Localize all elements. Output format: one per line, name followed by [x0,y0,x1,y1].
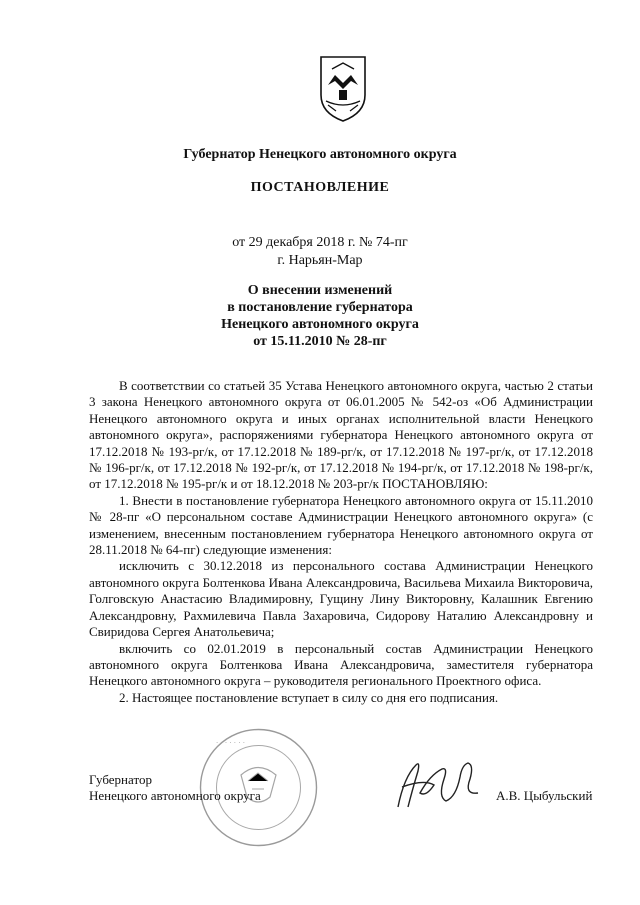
position-line: Губернатор [89,772,152,787]
body-paragraph: включить со 02.01.2019 в персональный состав Администрации Ненецкого автономного округа Болтенкова Ивана Александровича, заместителя губернатора Ненецкого автономного округа – руководителя регионального Проектного офиса. [89,640,593,689]
document-subject [0,282,640,350]
body-paragraph: исключить с 30.12.2018 из персонального состава Администрации Ненецкого автономного округа Болтенкова Ивана Александровича, Васильева Михаила Викторовича, Голговскую Анастасию Владимировну, Гущину Лину Викторовну, Калашник Евгению Александровну, Рахмилевича Павла Захаровича, Сидорову Наталию Александровну и Свиридова Сергея Анатольевича; [89,558,593,640]
body-paragraph: 2. Настоящее постановление вступает в силу со дня его подписания. [119,689,499,705]
coat-of-arms-icon [318,55,368,123]
handwritten-signature [390,757,490,812]
body-paragraph: 1. Внести в постановление губернатора Ненецкого автономного округа от 15.11.2010 № 28-пг «О персональном составе Администрации Ненецкого автономного округа» (с изменением, внесенным постановлением губернатора Ненецкого автономного округа от 28.11.2018 № 64-пг) следующие изменения: [89,492,593,558]
signatory-position [89,772,261,804]
issuer-title: Губернатор Ненецкого автономного округа [183,147,457,162]
document-type: ПОСТАНОВЛЕНИЕ [250,180,390,195]
svg-text:· · · · · · ·: · · · · · · · [216,739,245,747]
document-date-number: от 29 декабря 2018 г. № 74-пг [232,235,408,250]
position-line: Ненецкого автономного округа [89,788,261,803]
subject-line: в постановление губернатора [227,300,413,315]
subject-line: от 15.11.2010 № 28-пг [253,334,387,349]
subject-line: О внесении изменений [247,283,393,298]
body-paragraph: В соответствии со статьей 35 Устава Ненецкого автономного округа, частью 2 статьи 3 закона Ненецкого автономного округа от 06.01.2005 № 542-оз «Об Администрации Ненецкого автономного округа и иных органах исполнительной власти Ненецкого автономного округа», распоряжениями губернатора Ненецкого автономного округа от 17.12.2018 № 193-рг/к, от 17.12.2018 № 189-рг/к, от 17.12.2018 № 197-рг/к, от 17.12.2018 № 196-рг/к, от 17.12.2018 № 192-рг/к, от 17.12.2018 № 194-рг/к, от 17.12.2018 № 198-рг/к, от 17.12.2018 № 195-рг/к и от 18.12.2018 № 203-рг/к ПОСТАНОВЛЯЮ: [89,378,593,492]
document-city: г. Нарьян-Мар [277,253,363,268]
document-body [89,378,593,706]
subject-line: Ненецкого автономного округа [221,317,419,332]
signatory-name: А.В. Цыбульский [496,788,593,803]
